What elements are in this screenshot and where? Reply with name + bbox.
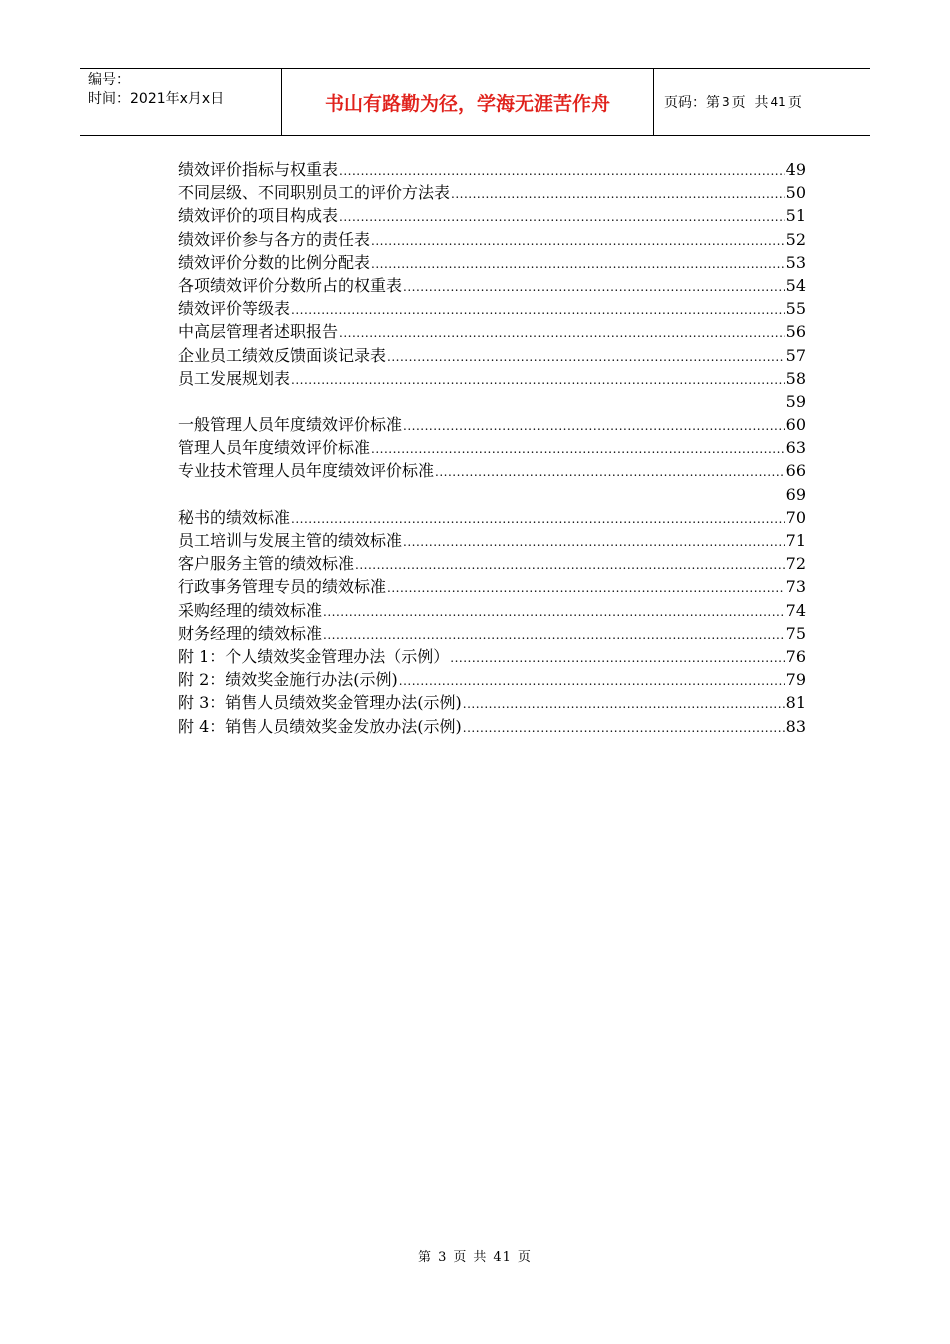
- toc-dot-leader: [463, 693, 785, 714]
- toc-dot-leader: [291, 508, 785, 529]
- toc-entry[interactable]: [178, 529, 806, 552]
- toc-entry[interactable]: [178, 158, 806, 181]
- toc-entry-page: 76: [785, 646, 806, 666]
- toc-entry[interactable]: [178, 390, 806, 413]
- toc-dot-leader: [399, 670, 785, 691]
- toc-entry-title: 附 4：销售人员绩效奖金发放办法(示例): [178, 716, 462, 736]
- toc-entry-title: 绩效评价等级表: [178, 299, 291, 319]
- toc-dot-leader: [339, 160, 785, 181]
- toc-entry[interactable]: [178, 320, 806, 343]
- toc-dot-leader: [403, 415, 785, 436]
- toc-entry[interactable]: [178, 483, 806, 506]
- toc-entry[interactable]: [178, 622, 806, 645]
- page-total: 41: [770, 95, 786, 109]
- page-footer: [0, 1246, 950, 1265]
- toc-entry-title: 秘书的绩效标准: [178, 507, 291, 527]
- header-page-info: [654, 69, 870, 135]
- toc-entry-title: 员工培训与发展主管的绩效标准: [178, 531, 403, 550]
- footer-word-gong: 共: [473, 1250, 488, 1265]
- toc-entry[interactable]: [178, 575, 806, 598]
- page-header: [80, 68, 870, 136]
- toc-dot-leader: [371, 230, 785, 251]
- toc-entry-title: 附 2：绩效奖金施行办法(示例): [178, 670, 398, 690]
- header-motto: 书山有路勤为径，学海无涯苦作舟: [282, 69, 654, 135]
- toc-entry-title: 绩效评价的项目构成表: [178, 206, 339, 226]
- toc-dot-leader: [387, 577, 785, 598]
- toc-entry[interactable]: [178, 691, 806, 714]
- toc-entry[interactable]: [178, 599, 806, 622]
- toc-dot-leader: [371, 253, 785, 274]
- toc-entry-title: 客户服务主管的绩效标准: [178, 554, 355, 574]
- toc-entry-page: 83: [785, 716, 806, 736]
- toc-entry[interactable]: [178, 552, 806, 575]
- toc-entry[interactable]: [178, 459, 806, 482]
- toc-entry-title: 各项绩效评价分数所占的权重表: [178, 275, 403, 295]
- toc-entry-title: 采购经理的绩效标准: [178, 600, 323, 620]
- toc-entry-title: 员工发展规划表: [178, 368, 291, 388]
- toc-entry-page: 50: [785, 183, 806, 203]
- toc-entry[interactable]: [178, 645, 806, 668]
- toc-entry-page: 70: [785, 507, 806, 527]
- toc-entry[interactable]: [178, 204, 806, 227]
- time-label: 时间：2021年x月x日: [88, 91, 225, 107]
- toc-dot-leader: [323, 624, 785, 645]
- toc-entry-title: 附 1：个人绩效奖金管理办法（示例）: [178, 646, 450, 666]
- toc-entry-title: 行政事务管理专员的绩效标准: [178, 577, 387, 597]
- toc-dot-leader: [291, 299, 785, 320]
- toc-entry[interactable]: [178, 668, 806, 691]
- toc-dot-leader: [450, 647, 784, 668]
- toc-entry[interactable]: [178, 344, 806, 367]
- footer-word-di: 第: [418, 1250, 433, 1265]
- toc-dot-leader: [371, 438, 785, 459]
- toc-entry-page: 54: [785, 275, 806, 295]
- toc-entry-title: 绩效评价分数的比例分配表: [178, 252, 371, 272]
- toc-entry-page: 52: [785, 229, 806, 249]
- toc-entry-page: 71: [785, 531, 806, 550]
- toc-dot-leader: [291, 369, 785, 390]
- header-meta: [80, 69, 282, 135]
- toc-entry-page: 57: [785, 345, 806, 365]
- toc-entry-page: 72: [785, 554, 806, 574]
- toc-entry-page: 55: [785, 299, 806, 319]
- toc-entry[interactable]: [178, 715, 806, 738]
- toc-entry[interactable]: [178, 506, 806, 529]
- toc-dot-leader: [403, 531, 785, 552]
- toc-entry[interactable]: [178, 228, 806, 251]
- toc-entry-title: 一般管理人员年度绩效评价标准: [178, 415, 403, 435]
- toc-entry-title: 不同层级、不同职别员工的评价方法表: [178, 183, 451, 203]
- toc-entry-title: 专业技术管理人员年度绩效评价标准: [178, 461, 435, 481]
- toc-dot-leader: [339, 206, 785, 227]
- footer-word-ye-end: 页: [517, 1250, 532, 1265]
- toc-entry-title: 财务经理的绩效标准: [178, 623, 323, 643]
- toc-dot-leader: [403, 276, 785, 297]
- toc-entry-title: 附 3：销售人员绩效奖金管理办法(示例): [178, 693, 462, 713]
- toc-dot-leader: [323, 601, 785, 622]
- page-suffix: 页: [787, 95, 802, 111]
- toc-entry[interactable]: [178, 251, 806, 274]
- toc-entry[interactable]: [178, 274, 806, 297]
- toc-entry-title: 中高层管理者述职报告: [178, 322, 339, 342]
- toc-entry[interactable]: [178, 181, 806, 204]
- toc-entry-title: 企业员工绩效反馈面谈记录表: [178, 345, 387, 365]
- toc-dot-leader: [387, 346, 785, 367]
- table-of-contents: [178, 158, 806, 738]
- toc-dot-leader: [339, 322, 785, 343]
- toc-entry-page: 79: [785, 670, 806, 690]
- toc-entry[interactable]: [178, 367, 806, 390]
- toc-entry-page: 81: [785, 693, 806, 713]
- page-mid: 页 共: [731, 95, 769, 111]
- toc-entry-page: 58: [785, 368, 806, 388]
- toc-entry-page: 51: [785, 206, 806, 226]
- footer-current-page: 3: [438, 1250, 448, 1265]
- toc-dot-leader: [435, 461, 785, 482]
- toc-entry-page: 75: [785, 623, 806, 643]
- page-current: 3: [722, 95, 730, 109]
- toc-entry-page: 60: [785, 415, 806, 435]
- footer-word-ye: 页: [453, 1250, 468, 1265]
- toc-entry-page: 66: [785, 461, 806, 481]
- toc-entry-page: 73: [785, 577, 806, 597]
- toc-entry[interactable]: [178, 436, 806, 459]
- footer-total-pages: 41: [493, 1250, 512, 1265]
- toc-entry-title: 绩效评价指标与权重表: [178, 160, 339, 179]
- toc-entry-page: 63: [785, 438, 806, 458]
- toc-entry-page: 59: [785, 391, 806, 411]
- toc-entry-page: 56: [785, 322, 806, 342]
- toc-entry[interactable]: [178, 413, 806, 436]
- toc-dot-leader: [451, 183, 785, 204]
- toc-entry-title: 管理人员年度绩效评价标准: [178, 438, 371, 458]
- toc-entry-page: 74: [785, 600, 806, 620]
- toc-entry-title: 绩效评价参与各方的责任表: [178, 229, 371, 249]
- code-label: 编号：: [88, 72, 130, 88]
- toc-entry-page: 69: [785, 484, 806, 504]
- toc-dot-leader: [355, 554, 785, 575]
- toc-entry-page: 53: [785, 252, 806, 272]
- toc-entry[interactable]: [178, 297, 806, 320]
- toc-entry-page: 49: [785, 160, 806, 179]
- page-prefix: 页码：第: [664, 95, 720, 111]
- toc-dot-leader: [463, 717, 785, 738]
